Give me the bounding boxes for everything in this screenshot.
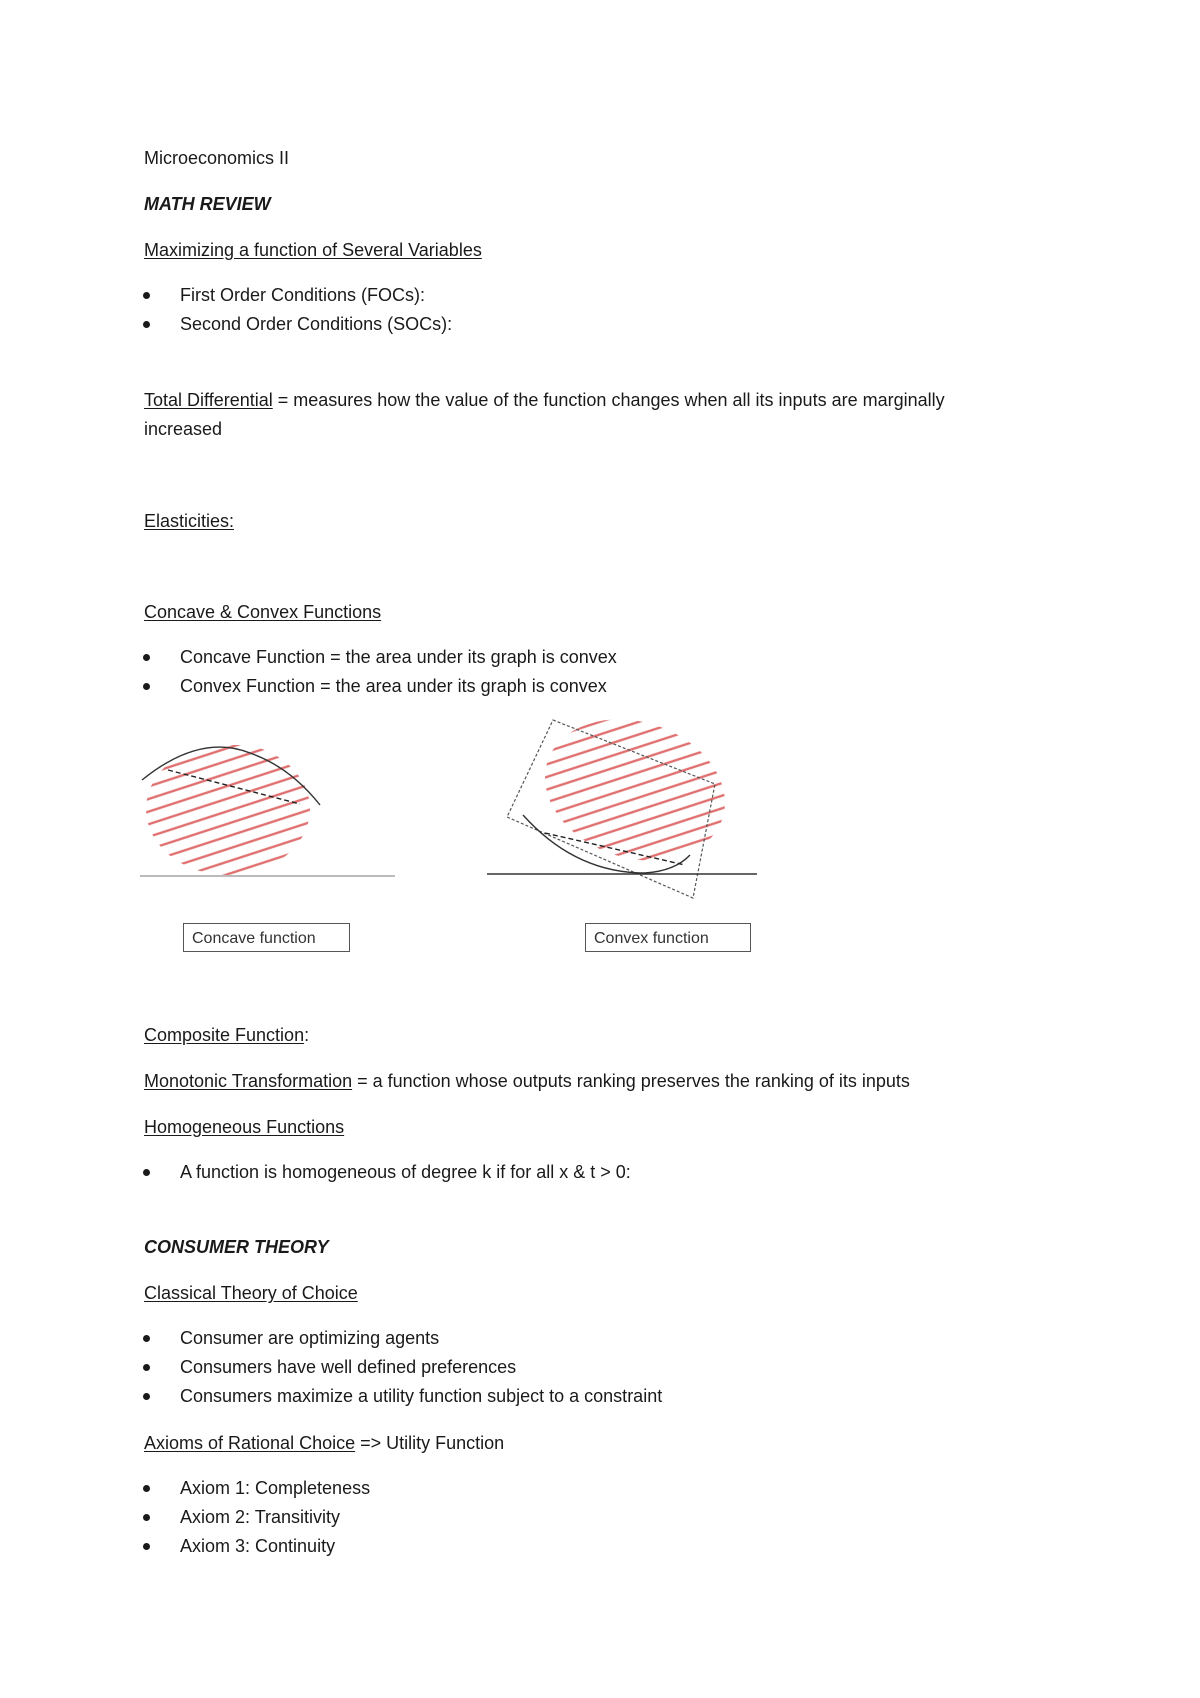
document-title: Microeconomics II bbox=[144, 148, 290, 168]
monotonic-term: Monotonic Transformation bbox=[144, 1071, 353, 1091]
bullet-icon bbox=[143, 1335, 150, 1342]
subheading-concave-convex: Concave & Convex Functions bbox=[144, 602, 382, 622]
total-differential-line-2: increased bbox=[144, 419, 223, 439]
bullet-icon bbox=[143, 683, 150, 690]
document-page: Microeconomics II MATH REVIEW Maximizing a function of Several Variables First Order Conditions (FOCs): Second Order Conditions (SOCs): Total Differential = measures how the value of the function changes when all its inputs are marginally increased Elasticities: Concave & Convex Functions Concave Function = the area under its graph is convex Convex Function = the area under its graph is convex Concave function Convex function Composite Function: Monotonic Transformation = a function whose outputs ranking preserves the ranking of its inputs Homogeneous Functions A function is homogeneous of degree k if for all x & t > 0: CONSUMER THEORY Classical Theory of Choice Consumer are optimizing agents Consumers have well defined preferences Consumers maximize a utility function subject to a constraint Axioms of Rational Choice => Utility Function Axiom 1: Completeness Axiom 2: Transitivity Axiom 3: Continuity bbox=[0, 0, 1200, 1698]
total-differential-term: Total Differential bbox=[144, 390, 273, 410]
bullet-icon bbox=[143, 1514, 150, 1521]
convex-caption: Convex function bbox=[585, 923, 751, 952]
total-differential-definition: = measures how the value of the function changes when all its inputs are marginally bbox=[272, 390, 945, 410]
bullet-icon bbox=[143, 1485, 150, 1492]
convex-function-figure bbox=[485, 715, 765, 900]
subheading-elasticities: Elasticities: bbox=[144, 511, 235, 531]
total-differential-line bbox=[144, 389, 945, 411]
composite-function-term: Composite Function bbox=[144, 1025, 305, 1045]
subheading-maximizing: Maximizing a function of Several Variables bbox=[144, 240, 482, 260]
bullet-icon bbox=[143, 292, 150, 299]
axioms-line bbox=[144, 1432, 504, 1454]
concave-shaded-region bbox=[140, 745, 405, 885]
bullet-icon bbox=[143, 1169, 150, 1176]
concave-function-figure bbox=[140, 745, 405, 885]
bullet-icon bbox=[143, 321, 150, 328]
composite-function-line: Composite Function: bbox=[144, 1025, 310, 1045]
subheading-homogeneous: Homogeneous Functions bbox=[144, 1117, 345, 1137]
bullet-icon bbox=[143, 1364, 150, 1371]
section-heading-math-review: MATH REVIEW bbox=[144, 194, 271, 214]
subheading-classical-theory: Classical Theory of Choice bbox=[144, 1283, 358, 1303]
concave-caption: Concave function bbox=[183, 923, 350, 952]
bullet-icon bbox=[143, 654, 150, 661]
bullet-icon bbox=[143, 1393, 150, 1400]
monotonic-line bbox=[144, 1070, 910, 1092]
axioms-term: Axioms of Rational Choice bbox=[144, 1433, 356, 1453]
section-heading-consumer-theory: CONSUMER THEORY bbox=[144, 1237, 329, 1257]
monotonic-definition: = a function whose outputs ranking preserves the ranking of its inputs bbox=[352, 1071, 910, 1091]
bullet-icon bbox=[143, 1543, 150, 1550]
axioms-rest: => Utility Function bbox=[355, 1433, 505, 1453]
